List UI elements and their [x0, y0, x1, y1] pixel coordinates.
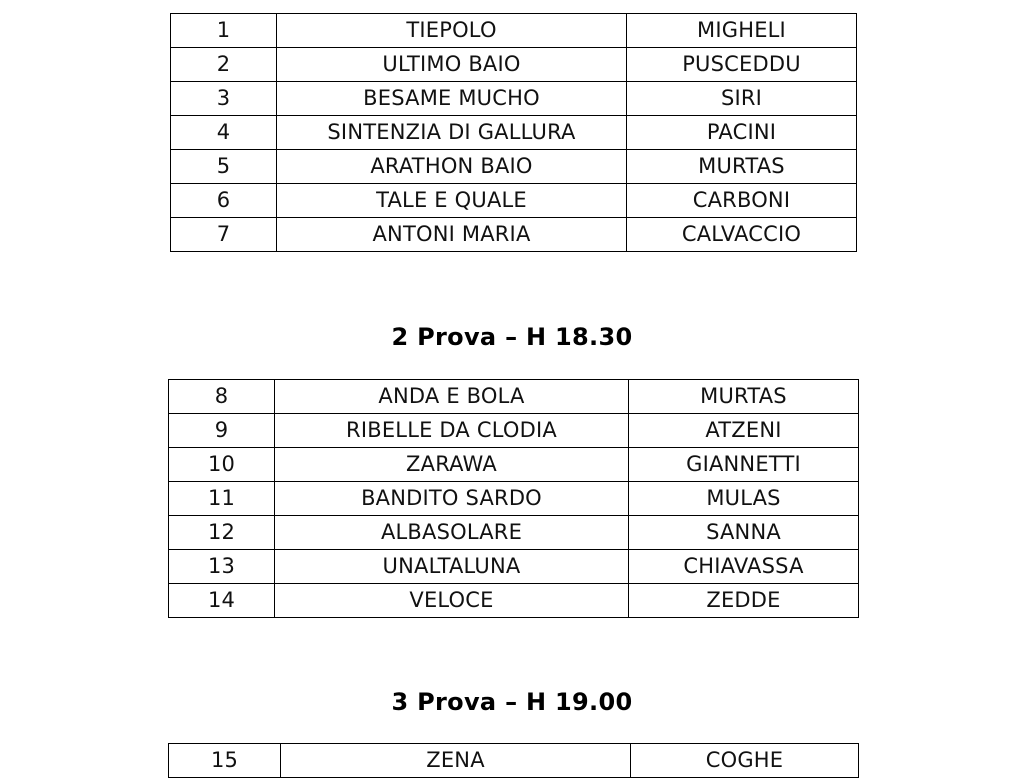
horse-name: ANTONI MARIA	[277, 218, 627, 252]
entry-number: 11	[169, 482, 275, 516]
table-row	[169, 584, 859, 618]
entry-number: 14	[169, 584, 275, 618]
horse-name: ANDA E BOLA	[275, 380, 629, 414]
horse-name: TIEPOLO	[277, 14, 627, 48]
entry-number: 10	[169, 448, 275, 482]
rider-name: SIRI	[627, 82, 857, 116]
entry-number: 13	[169, 550, 275, 584]
rider-name: ATZENI	[629, 414, 859, 448]
horse-name: ARATHON BAIO	[277, 150, 627, 184]
race-1-table	[170, 13, 857, 252]
entry-number: 4	[171, 116, 277, 150]
rider-name: MULAS	[629, 482, 859, 516]
entry-number: 1	[171, 14, 277, 48]
rider-name: CALVACCIO	[627, 218, 857, 252]
entry-number: 9	[169, 414, 275, 448]
table-row	[171, 48, 857, 82]
table-row	[171, 116, 857, 150]
horse-name: SINTENZIA DI GALLURA	[277, 116, 627, 150]
rider-name: MIGHELI	[627, 14, 857, 48]
table-row	[169, 414, 859, 448]
table-row	[169, 744, 859, 778]
entry-number: 12	[169, 516, 275, 550]
rider-name: COGHE	[631, 744, 859, 778]
entry-number: 5	[171, 150, 277, 184]
rider-name: GIANNETTI	[629, 448, 859, 482]
entry-number: 8	[169, 380, 275, 414]
horse-name: RIBELLE DA CLODIA	[275, 414, 629, 448]
table-row	[171, 14, 857, 48]
table-row	[169, 448, 859, 482]
table-row	[169, 516, 859, 550]
race-3-table	[168, 743, 859, 778]
rider-name: ZEDDE	[629, 584, 859, 618]
rider-name: CHIAVASSA	[629, 550, 859, 584]
horse-name: TALE E QUALE	[277, 184, 627, 218]
horse-name: ZENA	[281, 744, 631, 778]
table-row	[171, 82, 857, 116]
horse-name: ZARAWA	[275, 448, 629, 482]
horse-name: VELOCE	[275, 584, 629, 618]
rider-name: SANNA	[629, 516, 859, 550]
table-row	[171, 184, 857, 218]
horse-name: ALBASOLARE	[275, 516, 629, 550]
race-3-heading: 3 Prova – H 19.00	[391, 688, 633, 716]
entry-number: 7	[171, 218, 277, 252]
rider-name: PACINI	[627, 116, 857, 150]
table-row	[171, 150, 857, 184]
horse-name: BESAME MUCHO	[277, 82, 627, 116]
horse-name: UNALTALUNA	[275, 550, 629, 584]
rider-name: MURTAS	[629, 380, 859, 414]
table-row	[169, 482, 859, 516]
race-2-table	[168, 379, 859, 618]
horse-name: ULTIMO BAIO	[277, 48, 627, 82]
rider-name: PUSCEDDU	[627, 48, 857, 82]
entry-number: 6	[171, 184, 277, 218]
horse-name: BANDITO SARDO	[275, 482, 629, 516]
table-row	[169, 550, 859, 584]
race-2-heading: 2 Prova – H 18.30	[391, 323, 633, 351]
table-row	[169, 380, 859, 414]
entry-number: 15	[169, 744, 281, 778]
rider-name: MURTAS	[627, 150, 857, 184]
entry-number: 3	[171, 82, 277, 116]
rider-name: CARBONI	[627, 184, 857, 218]
entry-number: 2	[171, 48, 277, 82]
table-row	[171, 218, 857, 252]
